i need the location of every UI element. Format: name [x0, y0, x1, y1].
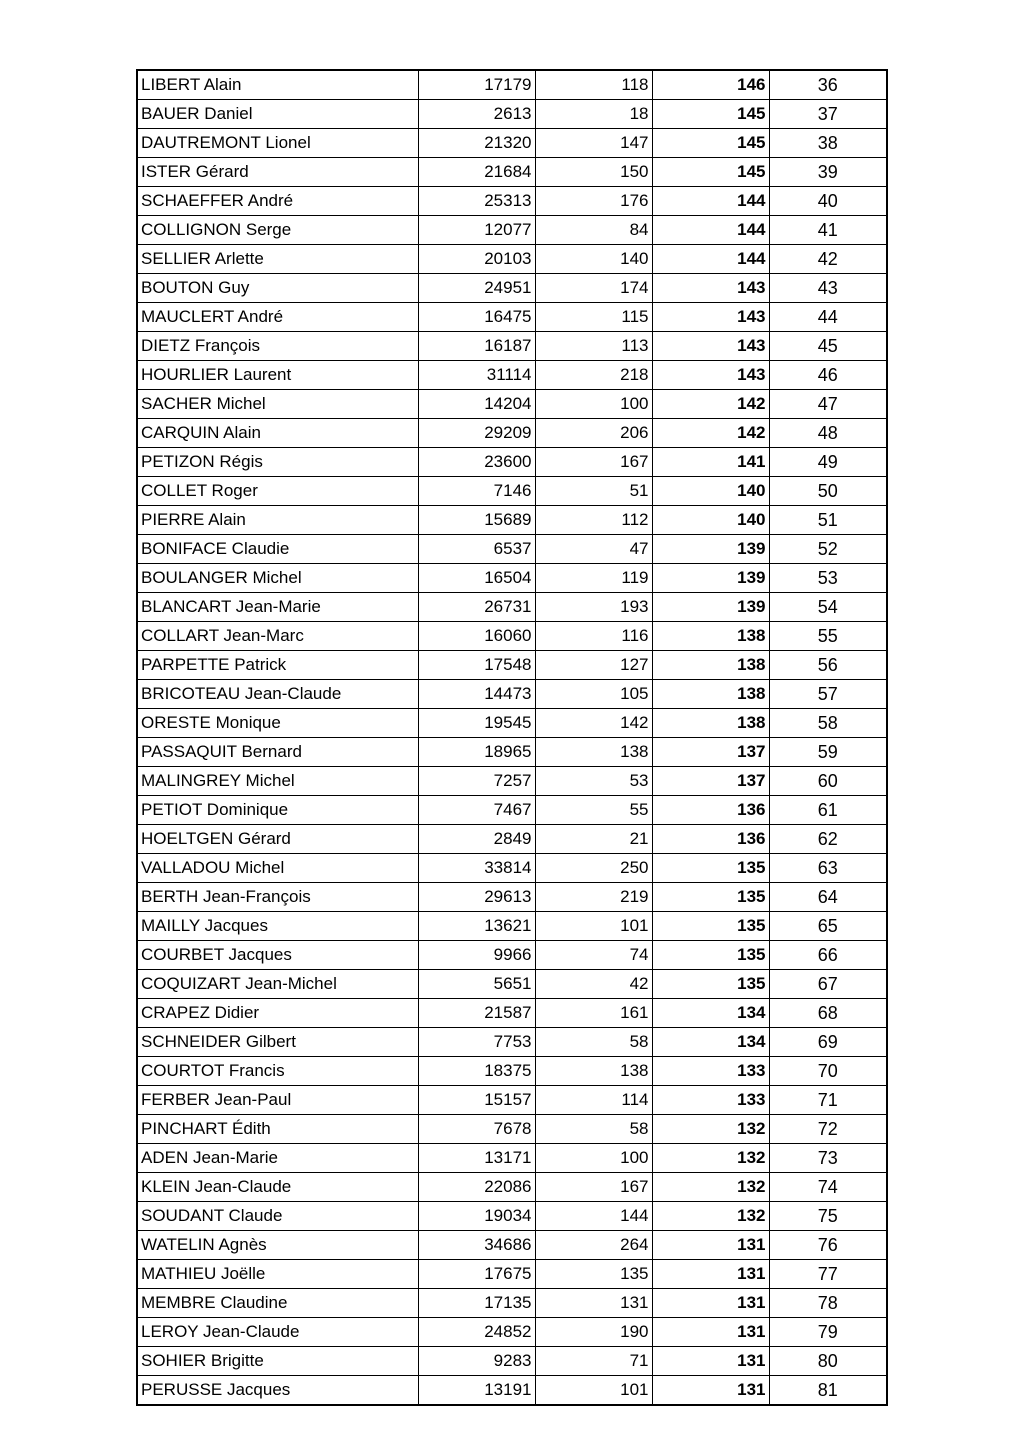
- table-row: [137, 883, 887, 912]
- games-count-cell: 147: [535, 129, 652, 158]
- player-name-cell: PERUSSE Jacques: [137, 1376, 418, 1406]
- points-total-cell: 17675: [418, 1260, 535, 1289]
- points-total-cell: 17135: [418, 1289, 535, 1318]
- player-name-cell: BOULANGER Michel: [137, 564, 418, 593]
- player-name-cell: MEMBRE Claudine: [137, 1289, 418, 1318]
- player-name-cell: WATELIN Agnès: [137, 1231, 418, 1260]
- points-total-cell: 7678: [418, 1115, 535, 1144]
- points-total-cell: 14204: [418, 390, 535, 419]
- player-name-cell: SOUDANT Claude: [137, 1202, 418, 1231]
- games-count-cell: 51: [535, 477, 652, 506]
- table-row: [137, 912, 887, 941]
- points-total-cell: 22086: [418, 1173, 535, 1202]
- games-count-cell: 119: [535, 564, 652, 593]
- games-count-cell: 84: [535, 216, 652, 245]
- rank-cell: 52: [769, 535, 887, 564]
- rank-cell: 38: [769, 129, 887, 158]
- points-total-cell: 21320: [418, 129, 535, 158]
- points-total-cell: 16187: [418, 332, 535, 361]
- points-total-cell: 16475: [418, 303, 535, 332]
- points-total-cell: 26731: [418, 593, 535, 622]
- player-name-cell: COURTOT Francis: [137, 1057, 418, 1086]
- average-score-cell: 146: [652, 70, 769, 100]
- average-score-cell: 137: [652, 767, 769, 796]
- player-name-cell: SCHNEIDER Gilbert: [137, 1028, 418, 1057]
- table-row: [137, 1202, 887, 1231]
- points-total-cell: 2849: [418, 825, 535, 854]
- ranking-table-body: [137, 70, 887, 1405]
- points-total-cell: 7467: [418, 796, 535, 825]
- points-total-cell: 7146: [418, 477, 535, 506]
- games-count-cell: 190: [535, 1318, 652, 1347]
- games-count-cell: 113: [535, 332, 652, 361]
- average-score-cell: 133: [652, 1086, 769, 1115]
- average-score-cell: 139: [652, 564, 769, 593]
- games-count-cell: 193: [535, 593, 652, 622]
- points-total-cell: 13621: [418, 912, 535, 941]
- average-score-cell: 131: [652, 1260, 769, 1289]
- rank-cell: 50: [769, 477, 887, 506]
- average-score-cell: 131: [652, 1318, 769, 1347]
- average-score-cell: 139: [652, 593, 769, 622]
- table-row: [137, 1376, 887, 1406]
- average-score-cell: 132: [652, 1202, 769, 1231]
- games-count-cell: 135: [535, 1260, 652, 1289]
- points-total-cell: 13191: [418, 1376, 535, 1406]
- player-name-cell: BONIFACE Claudie: [137, 535, 418, 564]
- table-row: [137, 1260, 887, 1289]
- player-name-cell: CRAPEZ Didier: [137, 999, 418, 1028]
- player-name-cell: KLEIN Jean-Claude: [137, 1173, 418, 1202]
- points-total-cell: 20103: [418, 245, 535, 274]
- rank-cell: 67: [769, 970, 887, 999]
- table-row: [137, 767, 887, 796]
- points-total-cell: 18375: [418, 1057, 535, 1086]
- games-count-cell: 140: [535, 245, 652, 274]
- points-total-cell: 7753: [418, 1028, 535, 1057]
- table-row: [137, 332, 887, 361]
- average-score-cell: 131: [652, 1376, 769, 1406]
- table-row: [137, 100, 887, 129]
- table-row: [137, 796, 887, 825]
- ranking-table: [136, 69, 888, 1406]
- table-row: [137, 216, 887, 245]
- games-count-cell: 58: [535, 1115, 652, 1144]
- games-count-cell: 74: [535, 941, 652, 970]
- average-score-cell: 140: [652, 506, 769, 535]
- games-count-cell: 138: [535, 738, 652, 767]
- average-score-cell: 144: [652, 187, 769, 216]
- rank-cell: 36: [769, 70, 887, 100]
- table-row: [137, 680, 887, 709]
- rank-cell: 42: [769, 245, 887, 274]
- player-name-cell: MAILLY Jacques: [137, 912, 418, 941]
- average-score-cell: 135: [652, 941, 769, 970]
- player-name-cell: MALINGREY Michel: [137, 767, 418, 796]
- rank-cell: 61: [769, 796, 887, 825]
- rank-cell: 74: [769, 1173, 887, 1202]
- player-name-cell: SCHAEFFER André: [137, 187, 418, 216]
- player-name-cell: BAUER Daniel: [137, 100, 418, 129]
- games-count-cell: 144: [535, 1202, 652, 1231]
- average-score-cell: 144: [652, 245, 769, 274]
- player-name-cell: BLANCART Jean-Marie: [137, 593, 418, 622]
- rank-cell: 68: [769, 999, 887, 1028]
- average-score-cell: 132: [652, 1115, 769, 1144]
- player-name-cell: DAUTREMONT Lionel: [137, 129, 418, 158]
- games-count-cell: 116: [535, 622, 652, 651]
- average-score-cell: 143: [652, 332, 769, 361]
- table-row: [137, 245, 887, 274]
- games-count-cell: 71: [535, 1347, 652, 1376]
- games-count-cell: 100: [535, 390, 652, 419]
- table-row: [137, 535, 887, 564]
- rank-cell: 51: [769, 506, 887, 535]
- games-count-cell: 115: [535, 303, 652, 332]
- table-row: [137, 448, 887, 477]
- rank-cell: 70: [769, 1057, 887, 1086]
- games-count-cell: 161: [535, 999, 652, 1028]
- table-row: [137, 129, 887, 158]
- player-name-cell: ADEN Jean-Marie: [137, 1144, 418, 1173]
- games-count-cell: 206: [535, 419, 652, 448]
- player-name-cell: COLLET Roger: [137, 477, 418, 506]
- table-row: [137, 970, 887, 999]
- average-score-cell: 135: [652, 854, 769, 883]
- table-row: [137, 1173, 887, 1202]
- rank-cell: 39: [769, 158, 887, 187]
- points-total-cell: 21684: [418, 158, 535, 187]
- games-count-cell: 47: [535, 535, 652, 564]
- games-count-cell: 101: [535, 1376, 652, 1406]
- table-row: [137, 1028, 887, 1057]
- points-total-cell: 5651: [418, 970, 535, 999]
- table-row: [137, 506, 887, 535]
- average-score-cell: 137: [652, 738, 769, 767]
- games-count-cell: 53: [535, 767, 652, 796]
- average-score-cell: 131: [652, 1289, 769, 1318]
- points-total-cell: 14473: [418, 680, 535, 709]
- average-score-cell: 140: [652, 477, 769, 506]
- average-score-cell: 135: [652, 970, 769, 999]
- points-total-cell: 33814: [418, 854, 535, 883]
- average-score-cell: 142: [652, 419, 769, 448]
- player-name-cell: HOURLIER Laurent: [137, 361, 418, 390]
- average-score-cell: 136: [652, 796, 769, 825]
- points-total-cell: 29209: [418, 419, 535, 448]
- rank-cell: 71: [769, 1086, 887, 1115]
- games-count-cell: 58: [535, 1028, 652, 1057]
- games-count-cell: 176: [535, 187, 652, 216]
- rank-cell: 40: [769, 187, 887, 216]
- rank-cell: 76: [769, 1231, 887, 1260]
- average-score-cell: 134: [652, 999, 769, 1028]
- rank-cell: 55: [769, 622, 887, 651]
- points-total-cell: 9283: [418, 1347, 535, 1376]
- average-score-cell: 145: [652, 100, 769, 129]
- rank-cell: 79: [769, 1318, 887, 1347]
- games-count-cell: 138: [535, 1057, 652, 1086]
- player-name-cell: PARPETTE Patrick: [137, 651, 418, 680]
- average-score-cell: 142: [652, 390, 769, 419]
- player-name-cell: PINCHART Édith: [137, 1115, 418, 1144]
- games-count-cell: 112: [535, 506, 652, 535]
- rank-cell: 66: [769, 941, 887, 970]
- player-name-cell: COLLIGNON Serge: [137, 216, 418, 245]
- rank-cell: 77: [769, 1260, 887, 1289]
- games-count-cell: 101: [535, 912, 652, 941]
- points-total-cell: 25313: [418, 187, 535, 216]
- player-name-cell: COURBET Jacques: [137, 941, 418, 970]
- points-total-cell: 6537: [418, 535, 535, 564]
- rank-cell: 48: [769, 419, 887, 448]
- points-total-cell: 34686: [418, 1231, 535, 1260]
- rank-cell: 44: [769, 303, 887, 332]
- rank-cell: 63: [769, 854, 887, 883]
- player-name-cell: PIERRE Alain: [137, 506, 418, 535]
- average-score-cell: 138: [652, 709, 769, 738]
- table-row: [137, 1057, 887, 1086]
- player-name-cell: CARQUIN Alain: [137, 419, 418, 448]
- average-score-cell: 138: [652, 680, 769, 709]
- table-row: [137, 738, 887, 767]
- points-total-cell: 16060: [418, 622, 535, 651]
- table-row: [137, 1289, 887, 1318]
- average-score-cell: 131: [652, 1231, 769, 1260]
- average-score-cell: 132: [652, 1144, 769, 1173]
- games-count-cell: 100: [535, 1144, 652, 1173]
- player-name-cell: SOHIER Brigitte: [137, 1347, 418, 1376]
- points-total-cell: 16504: [418, 564, 535, 593]
- average-score-cell: 145: [652, 158, 769, 187]
- rank-cell: 37: [769, 100, 887, 129]
- games-count-cell: 55: [535, 796, 652, 825]
- games-count-cell: 219: [535, 883, 652, 912]
- player-name-cell: VALLADOU Michel: [137, 854, 418, 883]
- games-count-cell: 174: [535, 274, 652, 303]
- games-count-cell: 42: [535, 970, 652, 999]
- rank-cell: 58: [769, 709, 887, 738]
- player-name-cell: LIBERT Alain: [137, 70, 418, 100]
- table-row: [137, 825, 887, 854]
- points-total-cell: 12077: [418, 216, 535, 245]
- table-row: [137, 390, 887, 419]
- player-name-cell: FERBER Jean-Paul: [137, 1086, 418, 1115]
- rank-cell: 72: [769, 1115, 887, 1144]
- points-total-cell: 24852: [418, 1318, 535, 1347]
- rank-cell: 81: [769, 1376, 887, 1406]
- average-score-cell: 135: [652, 883, 769, 912]
- games-count-cell: 150: [535, 158, 652, 187]
- player-name-cell: COQUIZART Jean-Michel: [137, 970, 418, 999]
- table-row: [137, 564, 887, 593]
- points-total-cell: 18965: [418, 738, 535, 767]
- points-total-cell: 9966: [418, 941, 535, 970]
- rank-cell: 41: [769, 216, 887, 245]
- points-total-cell: 19545: [418, 709, 535, 738]
- player-name-cell: BERTH Jean-François: [137, 883, 418, 912]
- average-score-cell: 134: [652, 1028, 769, 1057]
- points-total-cell: 21587: [418, 999, 535, 1028]
- rank-cell: 62: [769, 825, 887, 854]
- points-total-cell: 24951: [418, 274, 535, 303]
- games-count-cell: 105: [535, 680, 652, 709]
- average-score-cell: 138: [652, 622, 769, 651]
- games-count-cell: 264: [535, 1231, 652, 1260]
- games-count-cell: 21: [535, 825, 652, 854]
- player-name-cell: ISTER Gérard: [137, 158, 418, 187]
- table-row: [137, 709, 887, 738]
- points-total-cell: 2613: [418, 100, 535, 129]
- table-row: [137, 1318, 887, 1347]
- average-score-cell: 141: [652, 448, 769, 477]
- average-score-cell: 145: [652, 129, 769, 158]
- rank-cell: 43: [769, 274, 887, 303]
- rank-cell: 47: [769, 390, 887, 419]
- player-name-cell: SACHER Michel: [137, 390, 418, 419]
- rank-cell: 64: [769, 883, 887, 912]
- table-row: [137, 419, 887, 448]
- table-row: [137, 622, 887, 651]
- rank-cell: 73: [769, 1144, 887, 1173]
- rank-cell: 65: [769, 912, 887, 941]
- rank-cell: 60: [769, 767, 887, 796]
- player-name-cell: HOELTGEN Gérard: [137, 825, 418, 854]
- average-score-cell: 133: [652, 1057, 769, 1086]
- table-row: [137, 187, 887, 216]
- points-total-cell: 15157: [418, 1086, 535, 1115]
- player-name-cell: PASSAQUIT Bernard: [137, 738, 418, 767]
- table-row: [137, 70, 887, 100]
- games-count-cell: 142: [535, 709, 652, 738]
- table-row: [137, 1086, 887, 1115]
- average-score-cell: 138: [652, 651, 769, 680]
- points-total-cell: 23600: [418, 448, 535, 477]
- rank-cell: 49: [769, 448, 887, 477]
- player-name-cell: MATHIEU Joëlle: [137, 1260, 418, 1289]
- points-total-cell: 19034: [418, 1202, 535, 1231]
- average-score-cell: 132: [652, 1173, 769, 1202]
- rank-cell: 56: [769, 651, 887, 680]
- average-score-cell: 136: [652, 825, 769, 854]
- table-row: [137, 1115, 887, 1144]
- games-count-cell: 131: [535, 1289, 652, 1318]
- points-total-cell: 17548: [418, 651, 535, 680]
- games-count-cell: 114: [535, 1086, 652, 1115]
- points-total-cell: 29613: [418, 883, 535, 912]
- table-row: [137, 854, 887, 883]
- average-score-cell: 135: [652, 912, 769, 941]
- table-row: [137, 999, 887, 1028]
- table-row: [137, 1347, 887, 1376]
- games-count-cell: 167: [535, 448, 652, 477]
- points-total-cell: 17179: [418, 70, 535, 100]
- games-count-cell: 218: [535, 361, 652, 390]
- games-count-cell: 18: [535, 100, 652, 129]
- points-total-cell: 15689: [418, 506, 535, 535]
- average-score-cell: 143: [652, 303, 769, 332]
- table-row: [137, 274, 887, 303]
- average-score-cell: 143: [652, 361, 769, 390]
- table-row: [137, 593, 887, 622]
- player-name-cell: ORESTE Monique: [137, 709, 418, 738]
- player-name-cell: SELLIER Arlette: [137, 245, 418, 274]
- rank-cell: 69: [769, 1028, 887, 1057]
- rank-cell: 57: [769, 680, 887, 709]
- table-row: [137, 1231, 887, 1260]
- player-name-cell: PETIZON Régis: [137, 448, 418, 477]
- rank-cell: 59: [769, 738, 887, 767]
- player-name-cell: PETIOT Dominique: [137, 796, 418, 825]
- games-count-cell: 127: [535, 651, 652, 680]
- table-row: [137, 361, 887, 390]
- table-row: [137, 651, 887, 680]
- table-row: [137, 477, 887, 506]
- points-total-cell: 13171: [418, 1144, 535, 1173]
- player-name-cell: LEROY Jean-Claude: [137, 1318, 418, 1347]
- rank-cell: 46: [769, 361, 887, 390]
- games-count-cell: 167: [535, 1173, 652, 1202]
- rank-cell: 78: [769, 1289, 887, 1318]
- table-row: [137, 1144, 887, 1173]
- rank-cell: 53: [769, 564, 887, 593]
- average-score-cell: 143: [652, 274, 769, 303]
- average-score-cell: 144: [652, 216, 769, 245]
- points-total-cell: 31114: [418, 361, 535, 390]
- player-name-cell: COLLART Jean-Marc: [137, 622, 418, 651]
- average-score-cell: 131: [652, 1347, 769, 1376]
- player-name-cell: BRICOTEAU Jean-Claude: [137, 680, 418, 709]
- player-name-cell: DIETZ François: [137, 332, 418, 361]
- rank-cell: 80: [769, 1347, 887, 1376]
- rank-cell: 75: [769, 1202, 887, 1231]
- table-row: [137, 303, 887, 332]
- table-row: [137, 158, 887, 187]
- table-row: [137, 941, 887, 970]
- player-name-cell: MAUCLERT André: [137, 303, 418, 332]
- rank-cell: 45: [769, 332, 887, 361]
- average-score-cell: 139: [652, 535, 769, 564]
- games-count-cell: 250: [535, 854, 652, 883]
- points-total-cell: 7257: [418, 767, 535, 796]
- games-count-cell: 118: [535, 70, 652, 100]
- rank-cell: 54: [769, 593, 887, 622]
- player-name-cell: BOUTON Guy: [137, 274, 418, 303]
